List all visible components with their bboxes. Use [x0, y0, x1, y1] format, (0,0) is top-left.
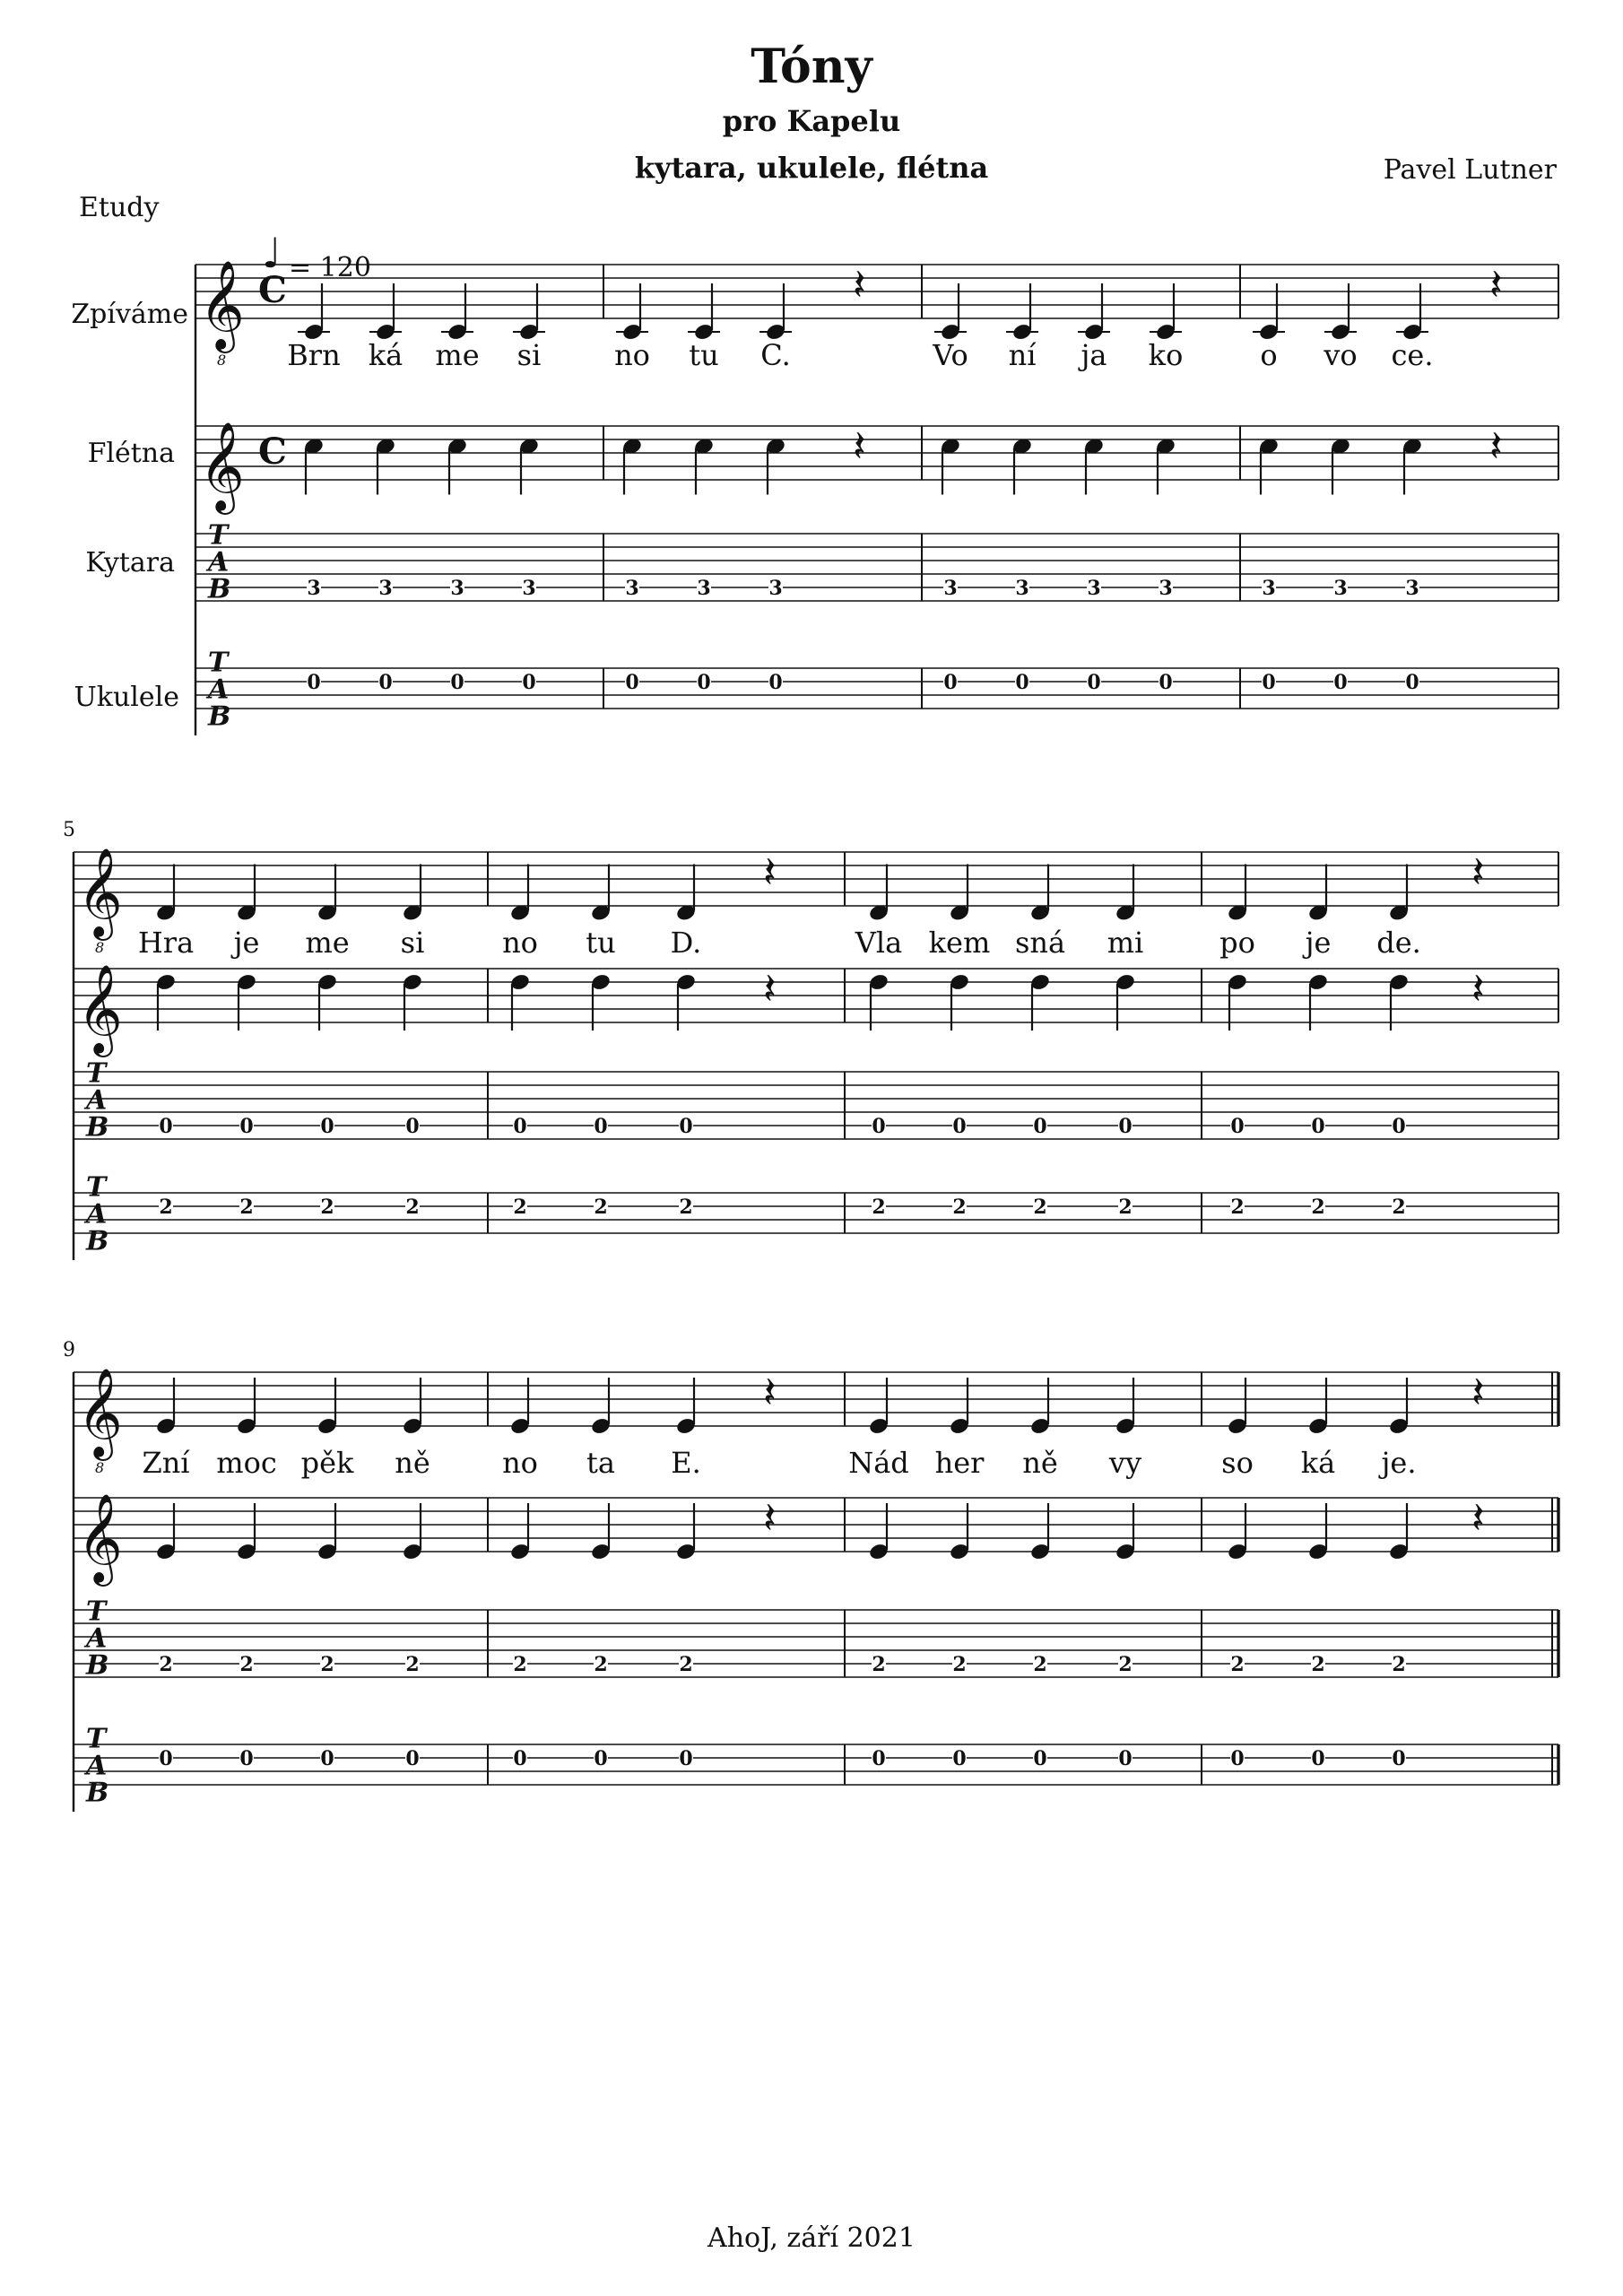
lyric-syllable: mi — [1107, 926, 1144, 960]
quarter-rest-icon: 𝄽 — [1471, 848, 1485, 898]
lyric-syllable: ně — [395, 1446, 430, 1480]
guitar-fret-number: 2 — [320, 1653, 334, 1676]
tab-clef-b: B — [86, 1777, 109, 1809]
lyric-syllable: Vla — [855, 926, 903, 960]
guitar-fret-number: 3 — [943, 577, 958, 600]
tab-clef-b: B — [208, 700, 231, 733]
guitar-fret-number: 3 — [1015, 577, 1029, 600]
quarter-rest-icon: 𝄽 — [1489, 260, 1503, 310]
treble-clef-icon: 𝄞 — [199, 260, 245, 350]
lyric-syllable: ta — [586, 1446, 615, 1480]
lyric-syllable: kem — [928, 926, 991, 960]
guitar-fret-number: 2 — [594, 1653, 608, 1676]
ukulele-fret-number: 0 — [320, 1747, 334, 1770]
ukulele-fret-number: 0 — [625, 671, 639, 694]
quarter-rest-icon: 𝄽 — [763, 1493, 777, 1544]
tab-clef-t: T — [208, 519, 229, 552]
ukulele-fret-number: 2 — [1392, 1196, 1406, 1219]
staff-name-voice: Zpíváme — [71, 299, 188, 330]
octave-mark: 8 — [217, 352, 227, 369]
ukulele-fret-number: 0 — [1230, 1747, 1245, 1770]
staff-name-ukulele: Ukulele — [74, 682, 179, 713]
guitar-fret-number: 0 — [1230, 1115, 1245, 1138]
measure-number: 5 — [63, 819, 75, 841]
ukulele-fret-number: 0 — [1015, 671, 1029, 694]
lyric-syllable: me — [305, 926, 350, 960]
lyric-syllable: sná — [1014, 926, 1066, 960]
ukulele-fret-number: 0 — [405, 1747, 420, 1770]
score-instruments: kytara, ukulele, flétna — [634, 151, 989, 185]
time-signature: C — [258, 269, 287, 311]
lyric-syllable: ja — [1081, 338, 1107, 372]
guitar-fret-number: 2 — [239, 1653, 254, 1676]
ukulele-fret-number: 0 — [1333, 671, 1348, 694]
guitar-fret-number: 0 — [872, 1115, 886, 1138]
guitar-fret-number: 3 — [1405, 577, 1419, 600]
guitar-fret-number: 0 — [1392, 1115, 1406, 1138]
lyric-syllable: D. — [670, 926, 702, 960]
guitar-fret-number: 2 — [952, 1653, 967, 1676]
lyric-syllable: je. — [1381, 1446, 1417, 1480]
quarter-rest-icon: 𝄽 — [763, 848, 777, 898]
ukulele-fret-number: 2 — [405, 1196, 420, 1219]
lyric-syllable: ce. — [1391, 338, 1434, 372]
lyric-syllable: ní — [1008, 338, 1037, 372]
guitar-fret-number: 3 — [450, 577, 464, 600]
ukulele-fret-number: 2 — [594, 1196, 608, 1219]
ukulele-fret-number: 0 — [513, 1747, 527, 1770]
guitar-fret-number: 3 — [378, 577, 393, 600]
quarter-rest-icon: 𝄽 — [763, 1368, 777, 1418]
composer: Pavel Lutner — [1383, 154, 1557, 186]
tab-clef-b: B — [86, 1649, 109, 1682]
measure-number: 9 — [63, 1339, 75, 1361]
guitar-fret-number: 2 — [405, 1653, 420, 1676]
quarter-rest-icon: 𝄽 — [853, 422, 866, 472]
guitar-fret-number: 3 — [1333, 577, 1348, 600]
ukulele-fret-number: 0 — [872, 1747, 886, 1770]
lyric-syllable: Nád — [848, 1446, 909, 1480]
ukulele-fret-number: 0 — [679, 1747, 693, 1770]
tab-clef-a: A — [208, 546, 230, 578]
ukulele-fret-number: 2 — [320, 1196, 334, 1219]
ukulele-fret-number: 2 — [1230, 1196, 1245, 1219]
lyric-syllable: pěk — [300, 1446, 354, 1480]
ukulele-fret-number: 2 — [679, 1196, 693, 1219]
guitar-fret-number: 2 — [513, 1653, 527, 1676]
lyric-syllable: ně — [1022, 1446, 1058, 1480]
ukulele-fret-number: 0 — [952, 1747, 967, 1770]
staff-name-flute: Flétna — [87, 438, 175, 469]
guitar-fret-number: 3 — [307, 577, 321, 600]
ukulele-fret-number: 0 — [697, 671, 711, 694]
guitar-fret-number: 2 — [679, 1653, 693, 1676]
tab-clef-b: B — [86, 1111, 109, 1144]
lyric-syllable: her — [934, 1446, 985, 1480]
lyric-syllable: no — [502, 926, 538, 960]
lyric-syllable: de. — [1376, 926, 1421, 960]
ukulele-fret-number: 2 — [159, 1196, 173, 1219]
lyric-syllable: Vo — [933, 338, 968, 372]
guitar-fret-number: 2 — [872, 1653, 886, 1676]
lyric-syllable: ká — [368, 338, 404, 372]
lyric-syllable: je — [1305, 926, 1332, 960]
treble-clef-icon: 𝄞 — [77, 848, 123, 937]
ukulele-fret-number: 0 — [307, 671, 321, 694]
tab-clef-a: A — [86, 1622, 108, 1655]
octave-mark: 8 — [95, 939, 105, 956]
lyric-syllable: je — [233, 926, 260, 960]
guitar-fret-number: 0 — [594, 1115, 608, 1138]
guitar-fret-number: 2 — [1118, 1653, 1133, 1676]
ukulele-fret-number: 0 — [1118, 1747, 1133, 1770]
tempo-text: = 120 — [289, 252, 371, 283]
footer: AhoJ, září 2021 — [707, 2222, 916, 2254]
tab-clef-t: T — [86, 1171, 107, 1204]
ukulele-fret-number: 0 — [1311, 1747, 1325, 1770]
ukulele-fret-number: 0 — [239, 1747, 254, 1770]
ukulele-fret-number: 0 — [378, 671, 393, 694]
treble-clef-icon: 𝄞 — [77, 1368, 123, 1457]
piece-name: Etudy — [79, 192, 160, 223]
guitar-fret-number: 3 — [522, 577, 536, 600]
ukulele-fret-number: 0 — [768, 671, 783, 694]
ukulele-fret-number: 0 — [450, 671, 464, 694]
quarter-rest-icon: 𝄽 — [763, 964, 777, 1014]
guitar-fret-number: 3 — [768, 577, 783, 600]
ukulele-fret-number: 2 — [1311, 1196, 1325, 1219]
tab-clef-a: A — [86, 1084, 108, 1117]
tab-clef-t: T — [86, 1596, 107, 1628]
ukulele-fret-number: 0 — [522, 671, 536, 694]
lyric-syllable: tu — [689, 338, 719, 372]
tab-clef-a: A — [86, 1750, 108, 1782]
ukulele-fret-number: 2 — [1033, 1196, 1047, 1219]
score-title: Tóny — [751, 39, 872, 94]
lyric-syllable: vo — [1324, 338, 1358, 372]
lyric-syllable: ká — [1300, 1446, 1336, 1480]
lyric-syllable: Brn — [287, 338, 341, 372]
lyric-syllable: Zní — [142, 1446, 190, 1480]
lyric-syllable: si — [400, 926, 425, 960]
guitar-fret-number: 3 — [625, 577, 639, 600]
lyric-syllable: C. — [760, 338, 791, 372]
lyric-syllable: si — [516, 338, 542, 372]
guitar-fret-number: 0 — [952, 1115, 967, 1138]
guitar-fret-number: 2 — [159, 1653, 173, 1676]
ukulele-fret-number: 0 — [594, 1747, 608, 1770]
treble-clef-icon: 𝄞 — [77, 964, 123, 1054]
ukulele-fret-number: 2 — [513, 1196, 527, 1219]
treble-clef-icon: 𝄞 — [199, 422, 245, 511]
guitar-fret-number: 0 — [513, 1115, 527, 1138]
tab-clef-t: T — [86, 1057, 107, 1090]
ukulele-fret-number: 2 — [239, 1196, 254, 1219]
guitar-fret-number: 2 — [1311, 1653, 1325, 1676]
lyric-syllable: ko — [1148, 338, 1184, 372]
lyric-syllable: so — [1221, 1446, 1254, 1480]
guitar-fret-number: 0 — [239, 1115, 254, 1138]
quarter-rest-icon: 𝄽 — [1489, 422, 1503, 472]
lyric-syllable: vy — [1108, 1446, 1142, 1480]
ukulele-fret-number: 0 — [1087, 671, 1101, 694]
guitar-fret-number: 0 — [1033, 1115, 1047, 1138]
ukulele-fret-number: 0 — [1159, 671, 1173, 694]
tempo-note-icon: ♩ — [262, 229, 282, 277]
ukulele-fret-number: 0 — [159, 1747, 173, 1770]
ukulele-fret-number: 0 — [1392, 1747, 1406, 1770]
lyric-syllable: me — [435, 338, 480, 372]
tab-clef-t: T — [86, 1723, 107, 1755]
lyric-syllable: o — [1260, 338, 1278, 372]
system-2 — [63, 819, 1558, 1260]
ukulele-fret-number: 0 — [1262, 671, 1276, 694]
lyric-syllable: no — [614, 338, 650, 372]
guitar-fret-number: 2 — [1230, 1653, 1245, 1676]
guitar-fret-number: 3 — [1262, 577, 1276, 600]
quarter-rest-icon: 𝄽 — [1471, 1493, 1485, 1544]
guitar-fret-number: 0 — [679, 1115, 693, 1138]
guitar-fret-number: 2 — [1033, 1653, 1047, 1676]
lyric-syllable: po — [1219, 926, 1255, 960]
tab-clef-a: A — [86, 1198, 108, 1231]
system-1 — [71, 229, 1558, 735]
guitar-fret-number: 0 — [1118, 1115, 1133, 1138]
ukulele-fret-number: 2 — [872, 1196, 886, 1219]
lyric-syllable: Hra — [137, 926, 195, 960]
staff-name-guitar: Kytara — [85, 547, 175, 578]
time-signature: C — [258, 430, 287, 473]
ukulele-fret-number: 0 — [1033, 1747, 1047, 1770]
guitar-fret-number: 3 — [697, 577, 711, 600]
ukulele-fret-number: 2 — [1118, 1196, 1133, 1219]
guitar-fret-number: 0 — [159, 1115, 173, 1138]
quarter-rest-icon: 𝄽 — [1471, 964, 1485, 1014]
ukulele-fret-number: 0 — [1405, 671, 1419, 694]
lyric-syllable: tu — [586, 926, 616, 960]
tab-clef-a: A — [208, 674, 230, 706]
tab-clef-b: B — [208, 573, 231, 605]
tab-clef-b: B — [86, 1225, 109, 1257]
octave-mark: 8 — [95, 1459, 105, 1476]
lyric-syllable: moc — [216, 1446, 277, 1480]
ukulele-fret-number: 2 — [952, 1196, 967, 1219]
quarter-rest-icon: 𝄽 — [1471, 1368, 1485, 1418]
guitar-fret-number: 0 — [1311, 1115, 1325, 1138]
quarter-rest-icon: 𝄽 — [853, 260, 866, 310]
guitar-fret-number: 3 — [1159, 577, 1173, 600]
lyric-syllable: E. — [671, 1446, 701, 1480]
ukulele-fret-number: 0 — [943, 671, 958, 694]
tab-clef-t: T — [208, 647, 229, 679]
guitar-fret-number: 3 — [1087, 577, 1101, 600]
treble-clef-icon: 𝄞 — [77, 1493, 123, 1583]
guitar-fret-number: 0 — [320, 1115, 334, 1138]
score-subtitle: pro Kapelu — [722, 104, 901, 138]
guitar-fret-number: 0 — [405, 1115, 420, 1138]
system-3 — [63, 1339, 1558, 1812]
guitar-fret-number: 2 — [1392, 1653, 1406, 1676]
lyric-syllable: no — [502, 1446, 538, 1480]
